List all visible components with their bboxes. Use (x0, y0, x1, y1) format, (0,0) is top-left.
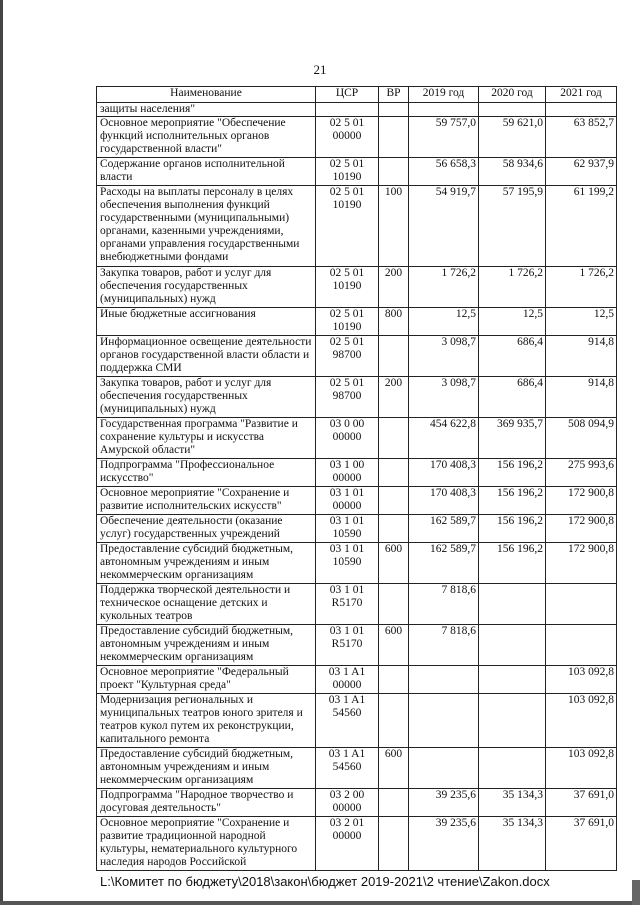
row-vr-code: 100 (379, 186, 409, 267)
row-vr-code (379, 584, 409, 625)
row-csr-code: 03 1 A1 54560 (316, 694, 379, 748)
row-value-2019: 454 622,8 (409, 418, 479, 459)
row-vr-code (379, 103, 409, 117)
row-value-2020: 35 134,3 (479, 817, 546, 871)
table-row (97, 186, 617, 267)
row-csr-code (316, 103, 379, 117)
scan-edge-right (632, 880, 640, 905)
row-csr-code: 02 5 01 10190 (316, 186, 379, 267)
row-value-2019: 39 235,6 (409, 789, 479, 817)
table-row (97, 625, 617, 666)
row-vr-code (379, 487, 409, 515)
header-csr: ЦСР (316, 87, 379, 103)
row-value-2021: 172 900,8 (546, 515, 617, 543)
table-row (97, 789, 617, 817)
row-vr-code: 600 (379, 625, 409, 666)
row-csr-code: 03 2 00 00000 (316, 789, 379, 817)
row-value-2019 (409, 694, 479, 748)
row-value-2020 (479, 666, 546, 694)
row-value-2019: 59 757,0 (409, 117, 479, 158)
row-value-2021 (546, 584, 617, 625)
row-csr-code: 03 1 A1 00000 (316, 666, 379, 694)
table-row (97, 666, 617, 694)
table-row (97, 487, 617, 515)
row-value-2020 (479, 584, 546, 625)
row-value-2021 (546, 625, 617, 666)
table-header (97, 87, 617, 103)
row-vr-code (379, 459, 409, 487)
row-value-2019: 7 818,6 (409, 584, 479, 625)
row-value-2020 (479, 694, 546, 748)
row-value-2019: 3 098,7 (409, 336, 479, 377)
scan-edge-bottom (0, 901, 640, 905)
row-value-2020: 12,5 (479, 308, 546, 336)
row-value-2019: 39 235,6 (409, 817, 479, 871)
row-vr-code: 600 (379, 543, 409, 584)
table-row (97, 418, 617, 459)
table-row (97, 543, 617, 584)
row-value-2021: 37 691,0 (546, 789, 617, 817)
row-name: Поддержка творческой деятельности и техническое оснащение детских и кукольных театров (97, 584, 316, 625)
row-name: Иные бюджетные ассигнования (97, 308, 316, 336)
row-vr-code (379, 789, 409, 817)
row-value-2021: 12,5 (546, 308, 617, 336)
table-row (97, 515, 617, 543)
row-csr-code: 03 1 00 00000 (316, 459, 379, 487)
row-value-2021: 172 900,8 (546, 487, 617, 515)
row-name: Закупка товаров, работ и услуг для обеспечения государственных (муниципальных) нужд (97, 377, 316, 418)
row-name: Обеспечение деятельности (оказание услуг) государственных учреждений (97, 515, 316, 543)
row-name: Закупка товаров, работ и услуг для обеспечения государственных (муниципальных) нужд (97, 267, 316, 308)
table-row (97, 817, 617, 871)
row-value-2019 (409, 103, 479, 117)
row-vr-code: 200 (379, 377, 409, 418)
table-body (97, 103, 617, 871)
row-value-2019 (409, 748, 479, 789)
row-name: Предоставление субсидий бюджетным, автономным учреждениям и иным некоммерческим организациям (97, 625, 316, 666)
row-value-2021: 63 852,7 (546, 117, 617, 158)
row-value-2020 (479, 103, 546, 117)
row-name: защиты населения" (97, 103, 316, 117)
row-value-2019: 12,5 (409, 308, 479, 336)
row-value-2021: 508 094,9 (546, 418, 617, 459)
row-csr-code: 02 5 01 10190 (316, 308, 379, 336)
row-csr-code: 02 5 01 10190 (316, 158, 379, 186)
row-value-2021: 103 092,8 (546, 748, 617, 789)
table-row (97, 103, 617, 117)
row-name: Основное мероприятие "Сохранение и развитие исполнительских искусств" (97, 487, 316, 515)
row-value-2019: 170 408,3 (409, 459, 479, 487)
row-value-2020: 1 726,2 (479, 267, 546, 308)
row-name: Подпрограмма "Народное творчество и досуговая деятельность" (97, 789, 316, 817)
row-value-2019: 7 818,6 (409, 625, 479, 666)
row-name: Основное мероприятие "Обеспечение функций исполнительных органов государственной власти" (97, 117, 316, 158)
row-value-2019: 56 658,3 (409, 158, 479, 186)
row-value-2020: 686,4 (479, 377, 546, 418)
table-row (97, 748, 617, 789)
row-value-2021: 103 092,8 (546, 666, 617, 694)
table-row (97, 459, 617, 487)
row-value-2021: 275 993,6 (546, 459, 617, 487)
row-value-2019: 170 408,3 (409, 487, 479, 515)
row-name: Основное мероприятие "Федеральный проект "Культурная среда" (97, 666, 316, 694)
row-value-2020: 156 196,2 (479, 487, 546, 515)
row-value-2020: 59 621,0 (479, 117, 546, 158)
row-value-2019 (409, 666, 479, 694)
table-row (97, 158, 617, 186)
header-vr: ВР (379, 87, 409, 103)
row-value-2020 (479, 748, 546, 789)
row-csr-code: 02 5 01 00000 (316, 117, 379, 158)
row-value-2021: 914,8 (546, 377, 617, 418)
row-value-2019: 3 098,7 (409, 377, 479, 418)
row-value-2020: 156 196,2 (479, 543, 546, 584)
row-vr-code: 600 (379, 748, 409, 789)
row-csr-code: 03 1 A1 54560 (316, 748, 379, 789)
row-vr-code (379, 817, 409, 871)
page-number: 21 (313, 62, 327, 77)
row-vr-code (379, 418, 409, 459)
header-name: Наименование (97, 87, 316, 103)
row-value-2021: 172 900,8 (546, 543, 617, 584)
row-value-2020: 156 196,2 (479, 515, 546, 543)
row-vr-code (379, 515, 409, 543)
table-row (97, 584, 617, 625)
row-vr-code: 200 (379, 267, 409, 308)
row-name: Государственная программа "Развитие и сохранение культуры и искусства Амурской области" (97, 418, 316, 459)
row-csr-code: 03 1 01 R5170 (316, 625, 379, 666)
header-2019: 2019 год (409, 87, 479, 103)
table-row (97, 117, 617, 158)
row-value-2020: 686,4 (479, 336, 546, 377)
row-name: Подпрограмма "Профессиональное искусство" (97, 459, 316, 487)
row-value-2019: 54 919,7 (409, 186, 479, 267)
row-value-2021: 103 092,8 (546, 694, 617, 748)
row-vr-code (379, 117, 409, 158)
row-value-2019: 162 589,7 (409, 515, 479, 543)
row-csr-code: 03 1 01 10590 (316, 515, 379, 543)
row-csr-code: 03 1 01 R5170 (316, 584, 379, 625)
row-name: Предоставление субсидий бюджетным, автономным учреждениям и иным некоммерческим организациям (97, 543, 316, 584)
row-vr-code: 800 (379, 308, 409, 336)
row-value-2020: 35 134,3 (479, 789, 546, 817)
row-csr-code: 03 1 01 10590 (316, 543, 379, 584)
row-csr-code: 02 5 01 98700 (316, 377, 379, 418)
row-value-2020: 57 195,9 (479, 186, 546, 267)
budget-table (96, 86, 617, 871)
file-path-footer: L:\Комитет по бюджету\2018\закон\бюджет 2019-2021\2 чтение\Zakon.docx (100, 874, 550, 889)
row-name: Модернизация региональных и муниципальных театров юного зрителя и театров кукол путем их реконструкции, капитального ремонта (97, 694, 316, 748)
row-value-2019: 162 589,7 (409, 543, 479, 584)
row-csr-code: 02 5 01 10190 (316, 267, 379, 308)
table-row (97, 377, 617, 418)
header-2021: 2021 год (546, 87, 617, 103)
row-vr-code (379, 336, 409, 377)
row-value-2020: 369 935,7 (479, 418, 546, 459)
row-value-2021 (546, 103, 617, 117)
header-2020: 2020 год (479, 87, 546, 103)
row-value-2021: 1 726,2 (546, 267, 617, 308)
row-value-2020: 156 196,2 (479, 459, 546, 487)
row-value-2021: 62 937,9 (546, 158, 617, 186)
row-vr-code (379, 666, 409, 694)
row-vr-code (379, 158, 409, 186)
table-row (97, 267, 617, 308)
scan-edge-left (0, 0, 3, 905)
table-row (97, 336, 617, 377)
row-value-2021: 914,8 (546, 336, 617, 377)
row-name: Предоставление субсидий бюджетным, автономным учреждениям и иным некоммерческим организациям (97, 748, 316, 789)
row-value-2021: 37 691,0 (546, 817, 617, 871)
row-value-2021: 61 199,2 (546, 186, 617, 267)
header-row (97, 87, 617, 103)
row-value-2020 (479, 625, 546, 666)
row-csr-code: 03 2 01 00000 (316, 817, 379, 871)
table-row (97, 308, 617, 336)
row-csr-code: 03 1 01 00000 (316, 487, 379, 515)
row-name: Расходы на выплаты персоналу в целях обеспечения выполнения функций государственными (муниципальными) органами, казенными учреждениями, органами управления государственными внебюджетными фондами (97, 186, 316, 267)
table-row (97, 694, 617, 748)
row-name: Содержание органов исполнительной власти (97, 158, 316, 186)
row-value-2020: 58 934,6 (479, 158, 546, 186)
row-vr-code (379, 694, 409, 748)
row-value-2019: 1 726,2 (409, 267, 479, 308)
row-csr-code: 02 5 01 98700 (316, 336, 379, 377)
row-csr-code: 03 0 00 00000 (316, 418, 379, 459)
row-name: Информационное освещение деятельности органов государственной власти области и поддержка СМИ (97, 336, 316, 377)
row-name: Основное мероприятие "Сохранение и развитие традиционной народной культуры, нематериального культурного наследия народов Российской (97, 817, 316, 871)
